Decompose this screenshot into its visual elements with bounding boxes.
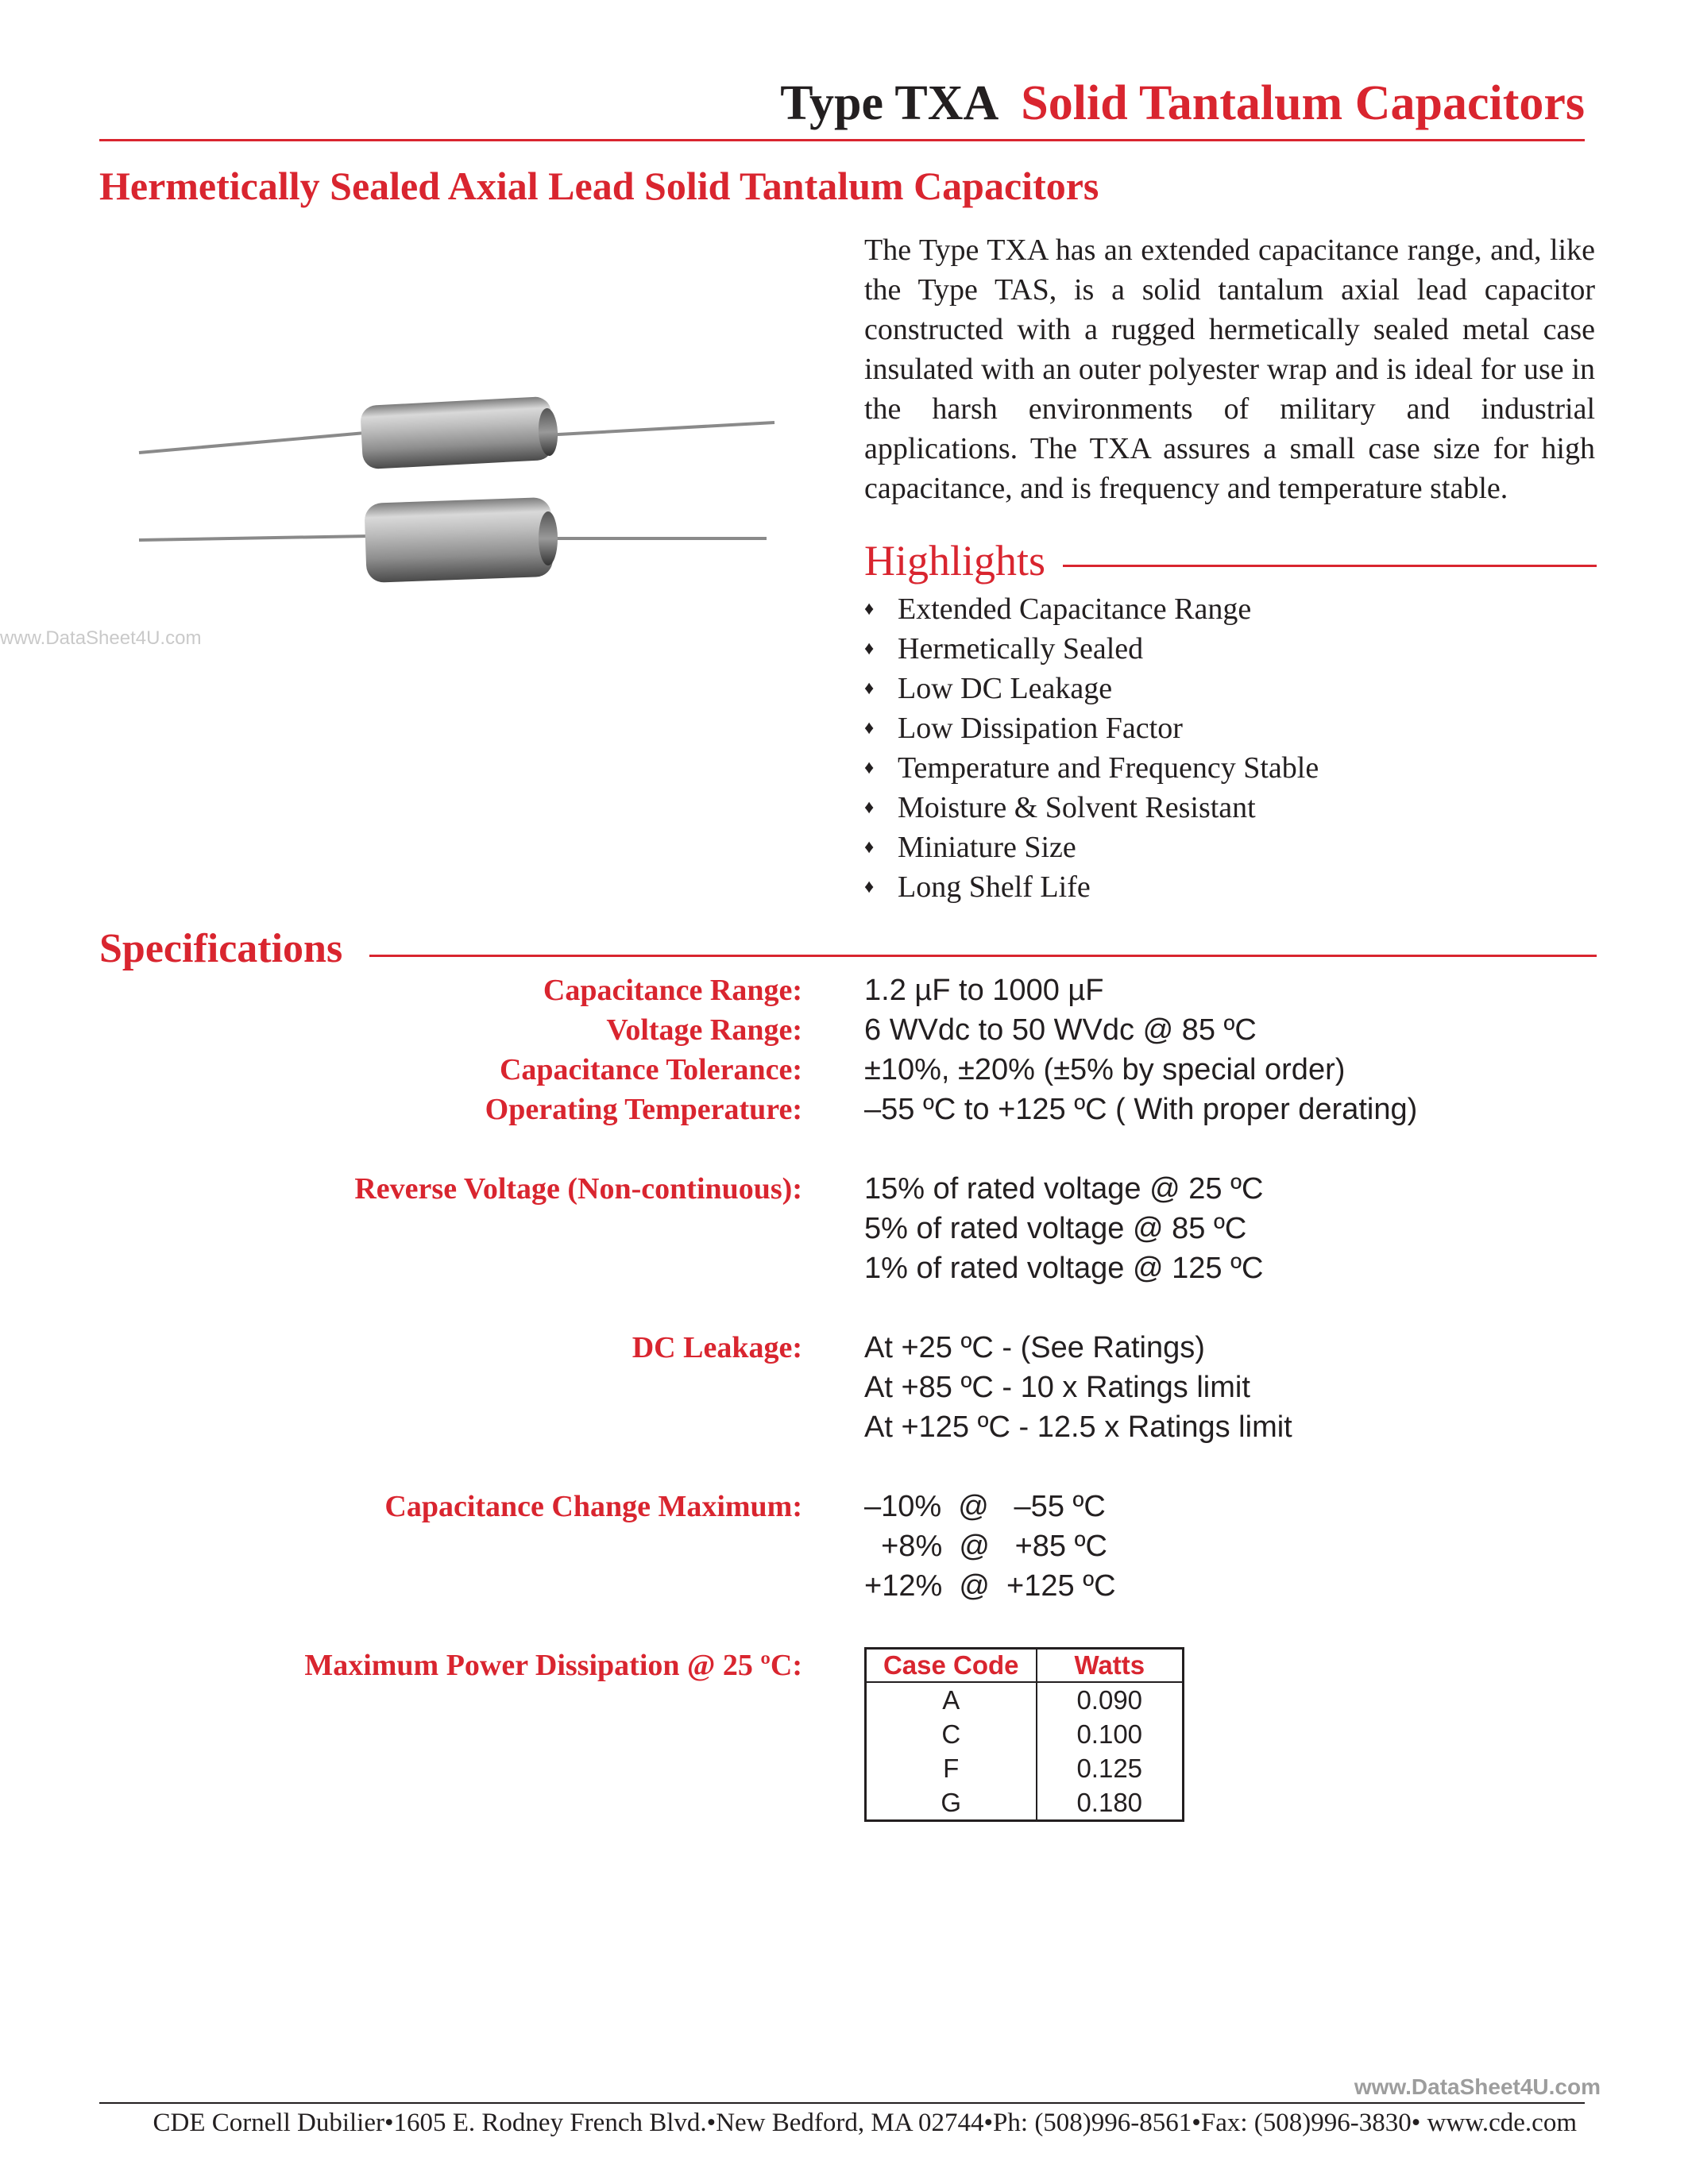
watermark: www.DataSheet4U.com xyxy=(0,627,202,649)
diamond-bullet-icon: ♦ xyxy=(864,837,875,858)
case-code-cell: G xyxy=(866,1785,1037,1821)
list-item: ♦ Low DC Leakage xyxy=(864,669,1319,708)
list-item: ♦ Temperature and Frequency Stable xyxy=(864,748,1319,788)
list-item: ♦ Extended Capacitance Range xyxy=(864,589,1319,629)
spec-value: –55 ºC to +125 ºC ( With proper derating) xyxy=(864,1093,1418,1126)
page-subtitle: Hermetically Sealed Axial Lead Solid Tantalum Capacitors xyxy=(99,164,1099,208)
capacitor-bottom xyxy=(139,497,767,583)
diamond-bullet-icon: ♦ xyxy=(864,797,875,818)
footer-rule xyxy=(99,2102,1585,2104)
case-code-cell: C xyxy=(866,1717,1037,1751)
spec-label: Capacitance Range: xyxy=(543,974,802,1007)
highlights-rule xyxy=(1063,565,1597,567)
column-header: Case Code xyxy=(866,1649,1037,1682)
spec-value: +12% @ +125 ºC xyxy=(864,1569,1116,1603)
specifications-rule xyxy=(369,955,1597,957)
spec-value: 1% of rated voltage @ 125 ºC xyxy=(864,1252,1264,1285)
spec-label: Maximum Power Dissipation @ 25 ºC: xyxy=(304,1649,802,1682)
watts-cell: 0.180 xyxy=(1076,1787,1143,1817)
case-code-cell: A xyxy=(866,1682,1037,1717)
table-header-row xyxy=(866,1649,1184,1682)
footer-contact: CDE Cornell Dubilier•1605 E. Rodney French Blvd.•New Bedford, MA 02744•Ph: (508)996-8561•Fax: (508)996-3830• www.cde.com xyxy=(153,2109,1577,2137)
power-dissipation-table xyxy=(864,1647,1184,1822)
spec-value: +8% @ +85 ºC xyxy=(864,1530,1107,1563)
spec-value: 6 WVdc to 50 WVdc @ 85 ºC xyxy=(864,1013,1257,1047)
watts-cell: 0.090 xyxy=(1076,1684,1143,1715)
list-item: ♦ Miniature Size xyxy=(864,828,1319,867)
highlights-list xyxy=(864,589,1319,907)
spec-value: –10% @ –55 ºC xyxy=(864,1490,1106,1523)
spec-value: ±10%, ±20% (±5% by special order) xyxy=(864,1053,1346,1086)
watts-cell: 0.100 xyxy=(1076,1719,1143,1749)
diamond-bullet-icon: ♦ xyxy=(864,718,875,739)
capacitor-top xyxy=(139,396,774,469)
watermark: www.DataSheet4U.com xyxy=(1354,2074,1601,2099)
highlights-title: Highlights xyxy=(864,537,1046,585)
list-item: ♦ Long Shelf Life xyxy=(864,867,1319,907)
table-row xyxy=(866,1682,1184,1717)
specifications-title: Specifications xyxy=(99,926,343,971)
capacitor-photo xyxy=(135,389,778,612)
table-row xyxy=(866,1785,1184,1821)
spec-value: At +85 ºC - 10 x Ratings limit xyxy=(864,1371,1250,1404)
diamond-bullet-icon: ♦ xyxy=(864,639,875,659)
spec-label: Reverse Voltage (Non-continuous): xyxy=(354,1172,802,1206)
title-category: Solid Tantalum Capacitors xyxy=(1021,76,1585,130)
spec-value: At +25 ºC - (See Ratings) xyxy=(864,1331,1205,1364)
specifications-heading xyxy=(99,925,1597,981)
watts-cell: 0.125 xyxy=(1076,1753,1143,1783)
list-item: ♦ Low Dissipation Factor xyxy=(864,708,1319,748)
column-header: Watts xyxy=(1037,1649,1184,1682)
page-title xyxy=(0,75,1585,132)
spec-value: At +125 ºC - 12.5 x Ratings limit xyxy=(864,1410,1292,1444)
table-row xyxy=(866,1751,1184,1785)
spec-value: 1.2 µF to 1000 µF xyxy=(864,974,1104,1007)
spec-label: Capacitance Change Maximum: xyxy=(384,1490,802,1523)
list-item: ♦ Moisture & Solvent Resistant xyxy=(864,788,1319,828)
spec-label: Voltage Range: xyxy=(606,1013,802,1047)
spec-label: DC Leakage: xyxy=(632,1331,802,1364)
case-code-cell: F xyxy=(866,1751,1037,1785)
highlights-heading xyxy=(864,536,1597,592)
diamond-bullet-icon: ♦ xyxy=(864,599,875,619)
table-row xyxy=(866,1717,1184,1751)
spec-label: Operating Temperature: xyxy=(485,1093,802,1126)
spec-label: Capacitance Tolerance: xyxy=(499,1053,802,1086)
diamond-bullet-icon: ♦ xyxy=(864,877,875,897)
header-rule xyxy=(99,139,1585,141)
spec-value: 15% of rated voltage @ 25 ºC xyxy=(864,1172,1264,1206)
intro-paragraph: The Type TXA has an extended capacitance range, and, like the Type TAS, is a solid tantalum axial lead capacitor constructed with a rugged hermetically sealed metal case insulated with an outer polyester wrap and is ideal for use in the harsh environments of military and industrial applications. The TXA assures a small case size for high capacitance, and is frequency and temperature stable. xyxy=(864,233,1595,505)
diamond-bullet-icon: ♦ xyxy=(864,758,875,778)
spec-value: 5% of rated voltage @ 85 ºC xyxy=(864,1212,1247,1245)
list-item: ♦ Hermetically Sealed xyxy=(864,629,1319,669)
diamond-bullet-icon: ♦ xyxy=(864,678,875,699)
title-product: Type TXA xyxy=(780,76,999,130)
